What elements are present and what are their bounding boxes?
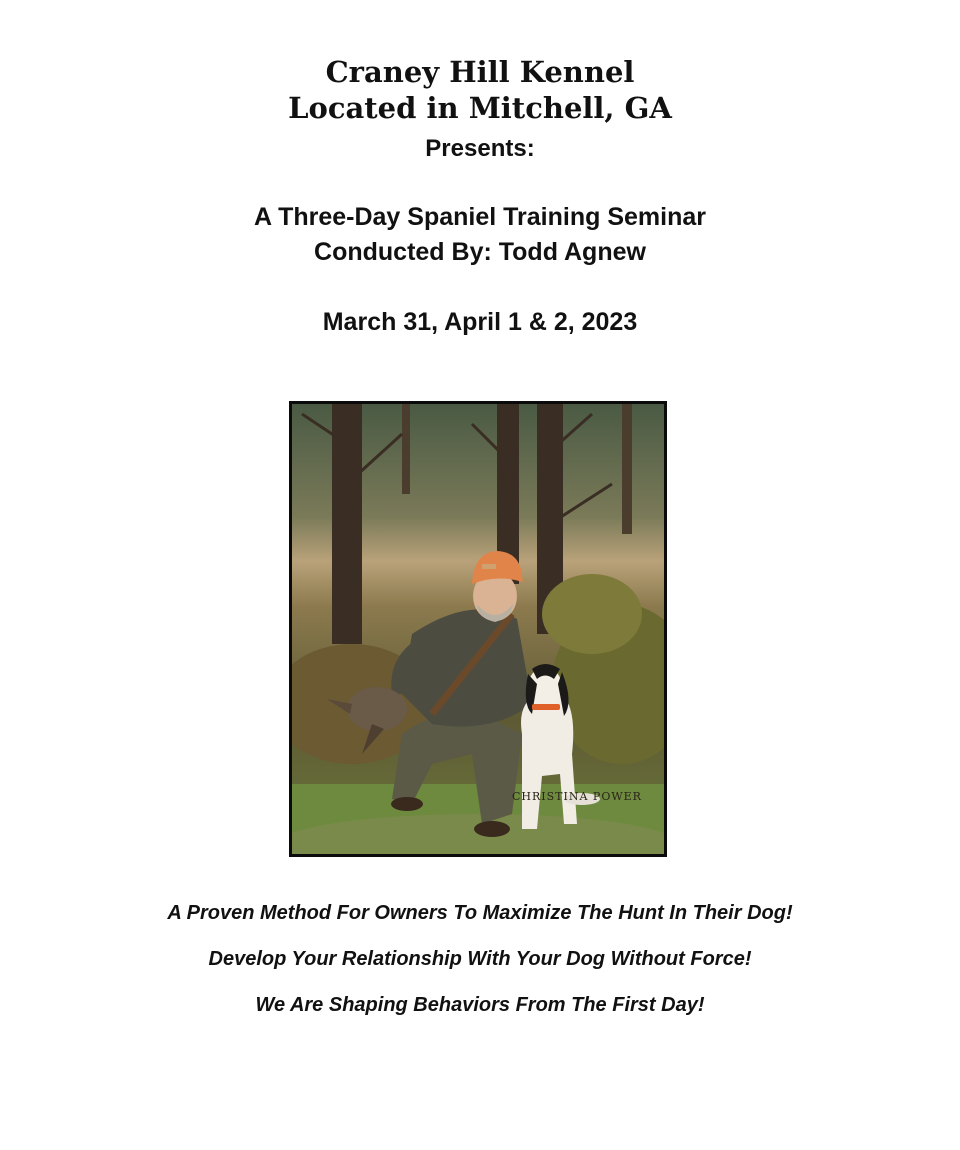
tagline-item: We Are Shaping Behaviors From The First Day! bbox=[255, 994, 705, 1016]
seminar-conductor: Conducted By: Todd Agnew bbox=[314, 238, 646, 266]
photo-watermark: CHRISTINA POWER bbox=[512, 790, 642, 803]
kennel-name: Craney Hill Kennel bbox=[325, 55, 635, 89]
tagline-item: Develop Your Relationship With Your Dog Without Force! bbox=[208, 948, 752, 970]
photo-illustration bbox=[292, 404, 664, 854]
presents-label: Presents: bbox=[425, 135, 535, 162]
kennel-location: Located in Mitchell, GA bbox=[288, 91, 672, 125]
seminar-dates: March 31, April 1 & 2, 2023 bbox=[322, 308, 638, 336]
trainer-photo bbox=[289, 401, 667, 857]
tagline-item: A Proven Method For Owners To Maximize The Hunt In Their Dog! bbox=[167, 902, 793, 924]
seminar-title: A Three-Day Spaniel Training Seminar bbox=[254, 203, 706, 231]
